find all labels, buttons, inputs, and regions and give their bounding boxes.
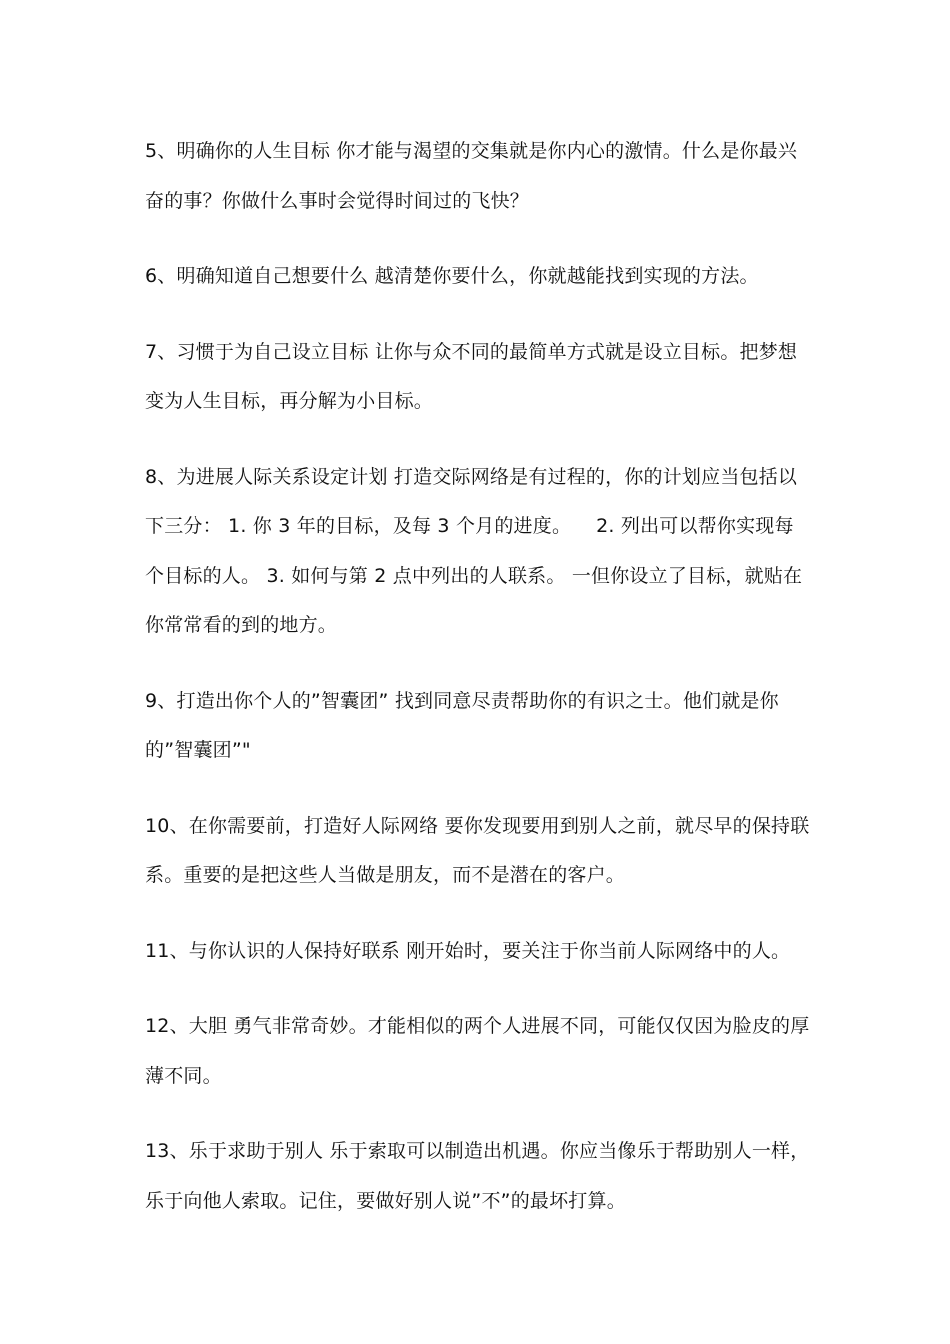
paragraph-13: 13、乐于求助于别人 乐于索取可以制造出机遇。你应当像乐于帮助别人一样，乐于向他人索取。记住，要做好别人说”不”的最坏打算。	[145, 1140, 810, 1212]
paragraph-7: 7、习惯于为自己设立目标 让你与众不同的最简单方式就是设立目标。把梦想变为人生目标，再分解为小目标。	[145, 340, 798, 412]
paragraph-8: 8、为进展人际关系设定计划 打造交际网络是有过程的，你的计划应当包括以下三分： 1. 你 3 年的目标，及每 3 个月的进度。 2. 列出可以帮你实现每个目标的人。 3. 如何与第 2 点中列出的人联系。 一但你设立了目标，就贴在你常常看的到的地方。	[145, 465, 803, 636]
document-body	[145, 127, 810, 1252]
paragraph-10: 10、在你需要前，打造好人际网络 要你发现要用到别人之前，就尽早的保持联系。重要的是把这些人当做是朋友，而不是潜在的客户。	[145, 814, 810, 886]
paragraph-11: 11、与你认识的人保持好联系 刚开始时，要关注于你当前人际网络中的人。	[145, 939, 791, 962]
paragraph-6: 6、明确知道自己想要什么 越清楚你要什么，你就越能找到实现的方法。	[145, 265, 759, 287]
paragraph-9: 9、打造出你个人的”智囊团” 找到同意尽责帮助你的有识之士。他们就是你的”智囊团”"	[145, 689, 779, 761]
paragraph-5: 5、明确你的人生目标 你才能与渴望的交集就是你内心的激情。什么是你最兴奋的事？你做什么事时会觉得时间过的飞快？	[145, 140, 798, 212]
paragraph-12: 12、大胆 勇气非常奇妙。才能相似的两个人进展不同，可能仅仅因为脸皮的厚薄不同。	[145, 1015, 810, 1087]
